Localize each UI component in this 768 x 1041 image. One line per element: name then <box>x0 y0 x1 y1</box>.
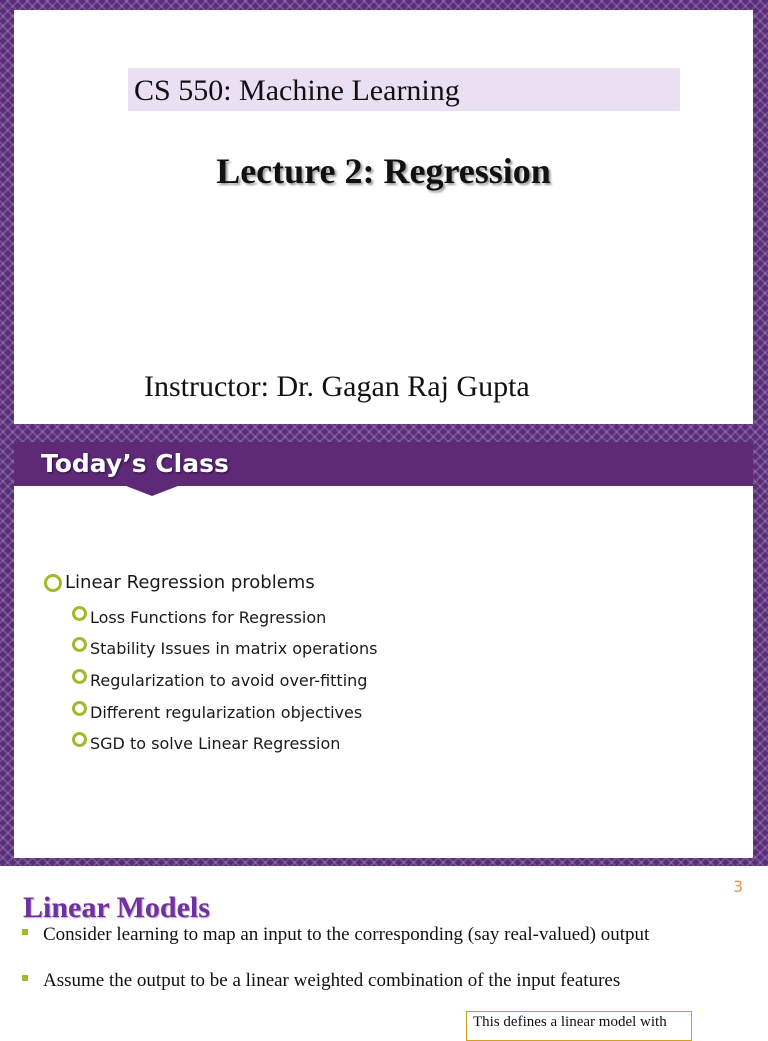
list-item-label: Linear Regression problems <box>65 572 315 593</box>
list-item-label: Loss Functions for Regression <box>90 608 327 627</box>
course-banner <box>128 68 680 111</box>
ring-bullet-icon <box>72 637 87 652</box>
agenda-slide <box>14 442 753 858</box>
list-item-label: Stability Issues in matrix operations <box>90 639 378 658</box>
linear-models-slide <box>0 866 768 1030</box>
slide-title: Today’s Class <box>41 449 229 478</box>
ring-bullet-icon <box>72 732 87 747</box>
list-item <box>72 639 377 658</box>
list-item <box>72 671 367 690</box>
agenda-list <box>14 442 753 858</box>
list-item <box>72 734 340 753</box>
lecture-title: Lecture 2: Regression <box>216 151 551 191</box>
square-bullet-icon <box>22 975 28 981</box>
list-item <box>44 572 315 593</box>
ring-bullet-icon <box>72 606 87 621</box>
square-bullet-icon <box>22 929 28 935</box>
slide-title: Linear Models <box>23 891 210 924</box>
instructor-name: Instructor: Dr. Gagan Raj Gupta <box>144 370 530 403</box>
ring-bullet-icon <box>72 701 87 716</box>
list-item <box>22 970 620 992</box>
list-item-label: Assume the output to be a linear weighted combination of the input features <box>43 970 621 991</box>
list-item-label: Regularization to avoid over-fitting <box>90 671 368 690</box>
page-number: 3 <box>733 877 744 896</box>
list-item-label: SGD to solve Linear Regression <box>90 734 341 753</box>
course-title: CS 550: Machine Learning <box>134 74 460 107</box>
list-item <box>72 608 326 627</box>
title-slide <box>14 10 753 424</box>
list-item <box>72 703 362 722</box>
ring-bullet-icon <box>44 574 62 592</box>
ring-bullet-icon <box>72 669 87 684</box>
note-callout: This defines a linear model with <box>466 1011 692 1041</box>
list-item-label: Different regularization objectives <box>90 703 363 722</box>
list-item <box>22 924 649 946</box>
list-item-label: Consider learning to map an input to the corresponding (say real-valued) output <box>43 924 650 945</box>
